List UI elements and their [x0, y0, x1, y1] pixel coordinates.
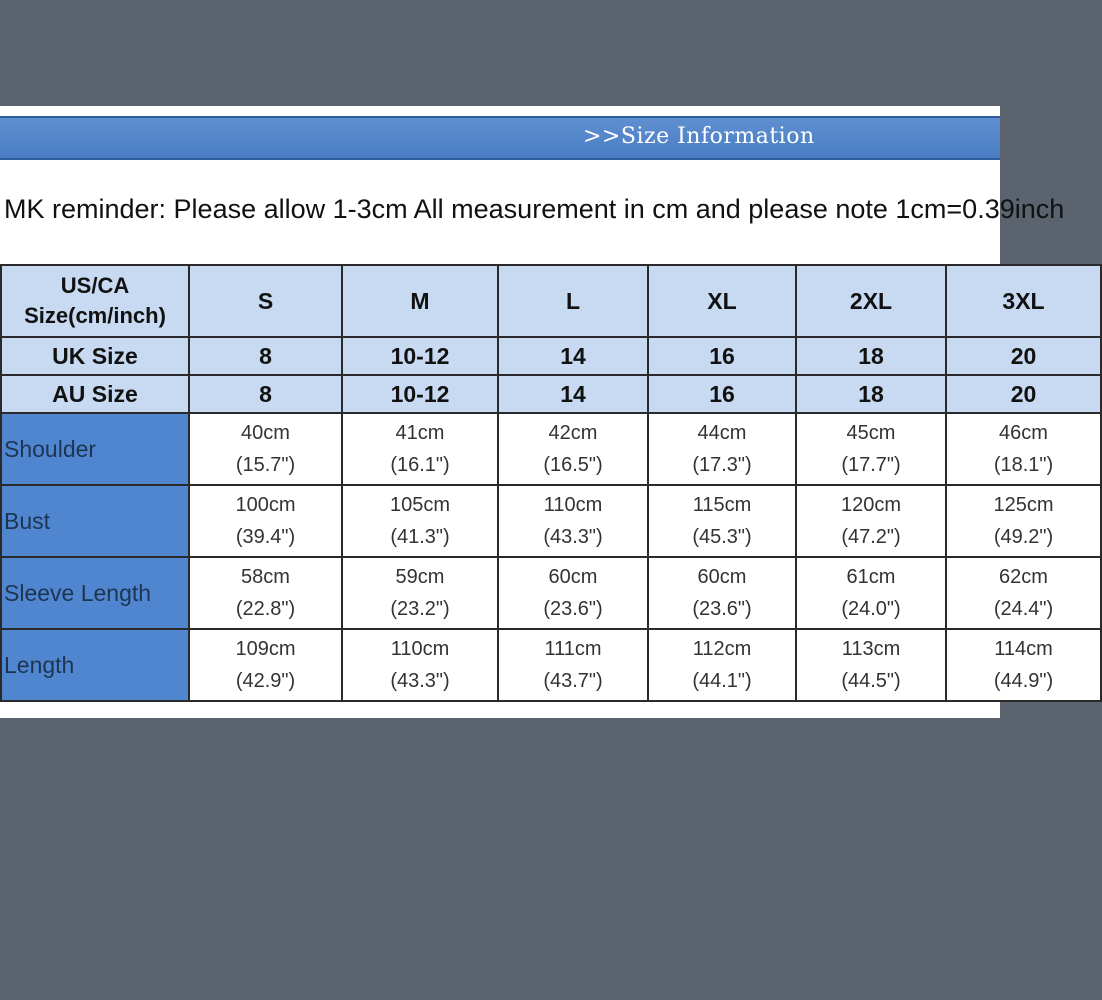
measurement-cell: [648, 485, 796, 557]
au-size-cell: 8: [189, 375, 342, 413]
sleeve-length-row: [1, 557, 1101, 629]
cm-value: 58cm: [241, 566, 290, 588]
cm-value: 125cm: [993, 494, 1054, 516]
measurement-cell: [946, 485, 1101, 557]
inch-value: (45.3"): [692, 526, 752, 548]
size-chart-card: [0, 106, 1065, 718]
inch-value: (17.3"): [692, 454, 752, 476]
inch-value: (41.3"): [390, 526, 450, 548]
cm-value: 111cm: [544, 638, 602, 660]
measurement-cell: [189, 413, 342, 485]
measurement-cell: [498, 413, 648, 485]
inch-value: (17.7"): [841, 454, 901, 476]
cm-value: 115cm: [692, 494, 752, 516]
cm-value: 62cm: [999, 566, 1048, 588]
au-size-cell: 10-12: [342, 375, 498, 413]
inch-value: (44.5"): [841, 670, 901, 692]
cm-value: 120cm: [840, 494, 902, 516]
cm-value: 40cm: [241, 422, 290, 444]
uk-size-cell: 20: [946, 337, 1101, 375]
cm-value: 60cm: [697, 566, 747, 588]
measurement-cell: [498, 557, 648, 629]
inch-value: (15.7"): [235, 454, 296, 476]
measurement-cell: [498, 629, 648, 701]
measurement-cell: [189, 557, 342, 629]
uk-size-cell: 14: [498, 337, 648, 375]
measurement-cell: [498, 485, 648, 557]
au-size-cell: 16: [648, 375, 796, 413]
inch-value: (49.2"): [993, 526, 1054, 548]
cm-value: 41cm: [395, 422, 445, 444]
uk-size-row: [1, 337, 1101, 375]
measurement-cell: [189, 629, 342, 701]
size-2xl: 2XL: [796, 265, 946, 337]
inch-value: (23.2"): [390, 598, 450, 620]
measurement-cell: [796, 413, 946, 485]
measurement-cell: [946, 557, 1101, 629]
uk-size-cell: 18: [796, 337, 946, 375]
au-size-label: AU Size: [1, 375, 189, 413]
cm-value: 60cm: [548, 566, 598, 588]
size-xl: XL: [648, 265, 796, 337]
cm-value: 105cm: [389, 494, 451, 516]
measurement-cell: [796, 485, 946, 557]
inch-value: (22.8"): [235, 598, 296, 620]
cm-value: 45cm: [846, 422, 896, 444]
us-ca-size-header: US/CA Size(cm/inch): [1, 265, 189, 337]
cm-value: 42cm: [548, 422, 598, 444]
inch-value: (43.7"): [543, 670, 603, 692]
measurement-cell: [648, 413, 796, 485]
au-size-cell: 18: [796, 375, 946, 413]
inch-value: (39.4"): [235, 526, 296, 548]
measurement-cell: [648, 557, 796, 629]
cm-value: 61cm: [846, 566, 896, 588]
measurement-cell: [342, 413, 498, 485]
length-row: [1, 629, 1101, 701]
measurement-cell: [648, 629, 796, 701]
inch-value: (44.9"): [993, 670, 1054, 692]
size-information-title: >>Size Information: [583, 124, 815, 149]
size-s: S: [189, 265, 342, 337]
uk-size-label: UK Size: [1, 337, 189, 375]
cm-value: 109cm: [235, 638, 296, 660]
cm-value: 110cm: [543, 494, 603, 516]
measurement-cell: [796, 629, 946, 701]
size-table: [0, 264, 1102, 702]
cm-value: 44cm: [697, 422, 747, 444]
sleeve-length-label: Sleeve Length: [1, 557, 189, 629]
uk-size-cell: 16: [648, 337, 796, 375]
title-bar: [0, 116, 1000, 160]
inch-value: (47.2"): [841, 526, 901, 548]
shoulder-row: [1, 413, 1101, 485]
cm-value: 112cm: [692, 638, 752, 660]
au-size-cell: 14: [498, 375, 648, 413]
cm-value: 110cm: [390, 638, 450, 660]
cm-value: 114cm: [994, 638, 1053, 660]
inch-value: (18.1"): [993, 454, 1054, 476]
inch-value: (23.6"): [543, 598, 603, 620]
inch-value: (16.5"): [543, 454, 603, 476]
inch-value: (44.1"): [692, 670, 752, 692]
shoulder-label: Shoulder: [1, 413, 189, 485]
au-size-cell: 20: [946, 375, 1101, 413]
uk-size-cell: 8: [189, 337, 342, 375]
cm-value: 100cm: [235, 494, 296, 516]
cm-value: 113cm: [841, 638, 901, 660]
cm-value: 59cm: [395, 566, 445, 588]
cm-value: 46cm: [999, 422, 1048, 444]
us-size-row: [1, 265, 1101, 337]
inch-value: (43.3"): [390, 670, 450, 692]
au-size-row: [1, 375, 1101, 413]
measurement-cell: [946, 413, 1101, 485]
inch-value: (24.4"): [993, 598, 1054, 620]
inch-value: (24.0"): [841, 598, 901, 620]
inch-value: (42.9"): [235, 670, 296, 692]
inch-value: (23.6"): [692, 598, 752, 620]
bust-label: Bust: [1, 485, 189, 557]
measurement-cell: [796, 557, 946, 629]
inch-value: (16.1"): [390, 454, 450, 476]
reminder-text: MK reminder: Please allow 1-3cm All measurement in cm and please note 1cm=0.39inch: [4, 194, 1065, 224]
size-l: L: [498, 265, 648, 337]
size-m: M: [342, 265, 498, 337]
inch-value: (43.3"): [543, 526, 603, 548]
measurement-cell: [342, 557, 498, 629]
measurement-cell: [342, 629, 498, 701]
measurement-cell: [189, 485, 342, 557]
bust-row: [1, 485, 1101, 557]
measurement-cell: [342, 485, 498, 557]
uk-size-cell: 10-12: [342, 337, 498, 375]
length-label: Length: [1, 629, 189, 701]
size-3xl: 3XL: [946, 265, 1101, 337]
measurement-cell: [946, 629, 1101, 701]
